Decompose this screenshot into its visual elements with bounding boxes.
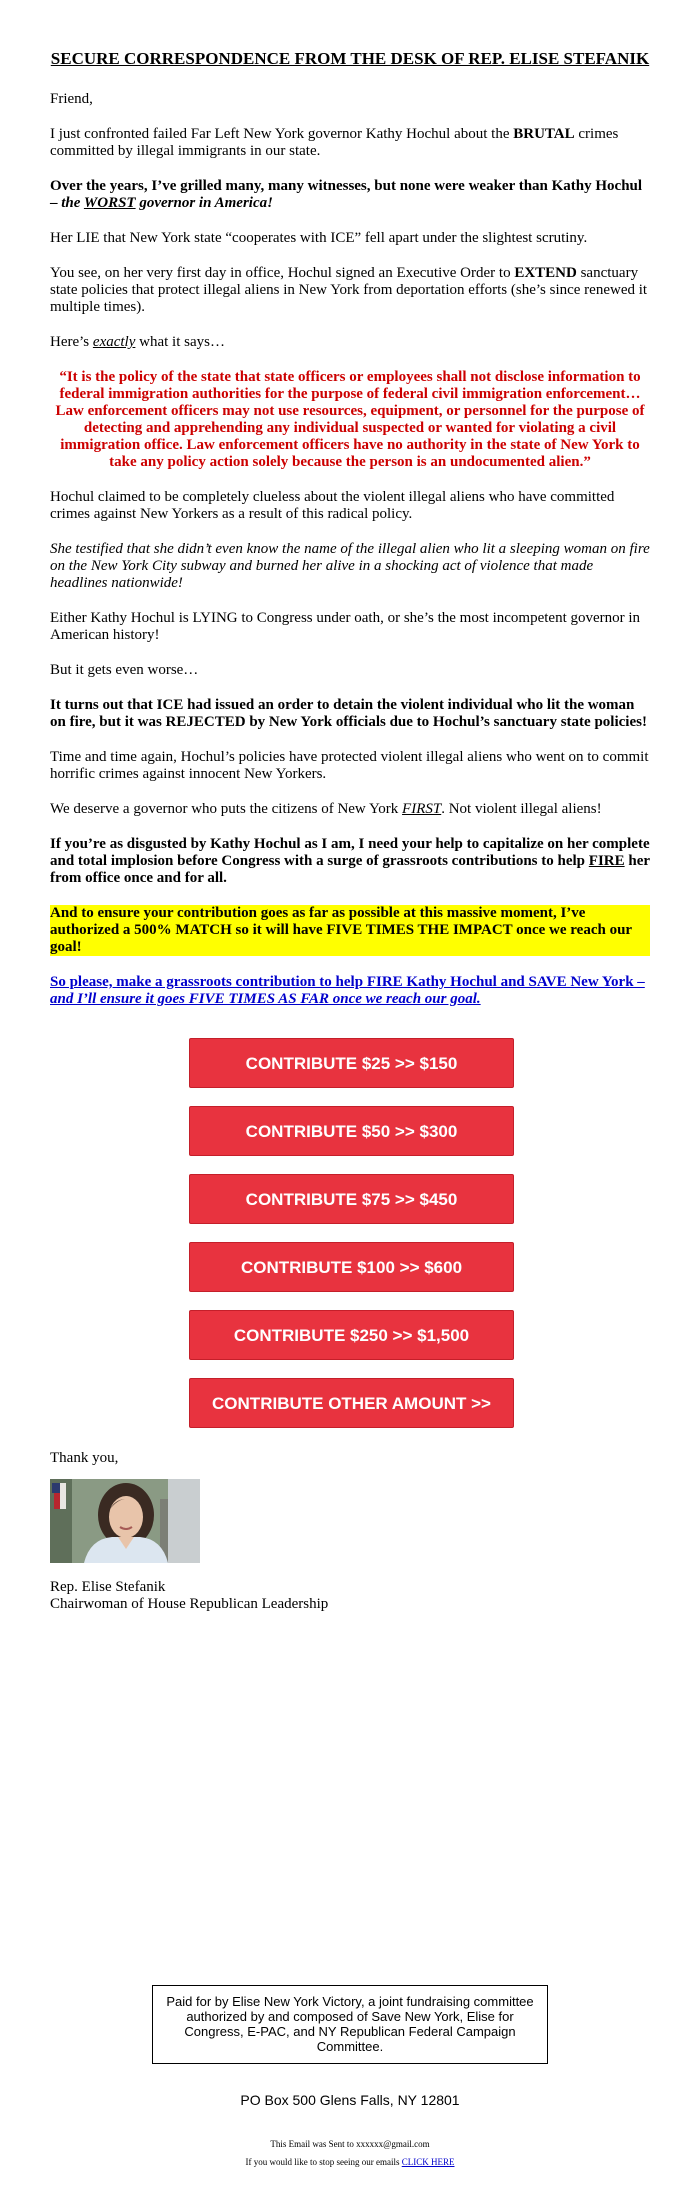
paragraph-4-text-a: You see, on her very first day in office, Hochul signed an Executive Order to xyxy=(50,265,515,281)
unsubscribe-line xyxy=(0,2157,700,2168)
paragraph-11: Time and time again, Hochul’s policies have protected violent illegal aliens who went on to commit horrific crimes against innocent New Yorkers. xyxy=(50,749,649,782)
paragraph-13-fire: FIRE xyxy=(588,853,625,869)
contribute-100-button[interactable]: CONTRIBUTE $100 >> $600 xyxy=(189,1242,514,1292)
paragraph-7: She testified that she didn’t even know the name of the illegal alien who lit a sleeping woman on fire on the New York City subway and burned her alive in a shocking act of violence that made headlines nationwide! xyxy=(50,541,650,591)
signer-name: Rep. Elise Stefanik xyxy=(50,1579,166,1595)
paragraph-2-text-d: governor in America! xyxy=(135,195,273,211)
paragraph-3: Her LIE that New York state “cooperates with ICE” fell apart under the slightest scrutiny. xyxy=(50,230,588,246)
page-title: SECURE CORRESPONDENCE FROM THE DESK OF REP. ELISE STEFANIK xyxy=(50,49,650,68)
paragraph-13-text-a: If you’re as disgusted by Kathy Hochul as I am, I need your help to capitalize on her complete and total implosion before Congress with a surge of grassroots contributions to help xyxy=(50,836,650,869)
paragraph-9: But it gets even worse… xyxy=(50,662,199,678)
contribution-buttons xyxy=(50,1038,650,1428)
paragraph-10: It turns out that ICE had issued an order to detain the violent individual who lit the woman on fire, but it was REJECTED by New York officials due to Hochul’s sanctuary state policies! xyxy=(50,697,647,730)
email-body xyxy=(50,0,650,1613)
executive-order-quote: “It is the policy of the state that state officers or employees shall not disclose information to federal immigration authorities for the purpose of federal civil immigration enforcement… Law enforcement officers may not use resources, equipment, or personnel for the purpose of detecting and apprehending any individual suspected or wanted for violating a civil immigration office. Law enforcement officers have no authority in the state of New York to take any policy action solely because the person is an undocumented alien.” xyxy=(55,369,645,470)
unsubscribe-text: If you would like to stop seeing our emails xyxy=(245,2157,402,2167)
paragraph-13 xyxy=(50,836,650,887)
contribute-link[interactable] xyxy=(50,974,645,1007)
contribute-link-text-b: and I’ll ensure it goes FIVE TIMES AS FAR once we reach our goal. xyxy=(50,991,481,1007)
paragraph-4-text-c: sanctuary state policies that protect illegal aliens in New York from deportation efforts (she’s since renewed it multiple times). xyxy=(50,265,648,315)
paragraph-1-text-a: I just confronted failed Far Left New York governor Kathy Hochul about the xyxy=(50,126,514,142)
paragraph-8: Either Kathy Hochul is LYING to Congress under oath, or she’s the most incompetent governor in American history! xyxy=(50,610,641,643)
cta-paragraph xyxy=(50,974,650,1008)
paragraph-6: Hochul claimed to be completely clueless about the violent illegal aliens who have committed crimes against New Yorkers as a result of this radical policy. xyxy=(50,489,615,522)
paragraph-2-worst: WORST xyxy=(83,195,136,211)
paragraph-4 xyxy=(50,265,650,316)
paragraph-2-text-b: the xyxy=(61,195,84,211)
greeting: Friend, xyxy=(50,91,93,107)
contribute-50-button[interactable]: CONTRIBUTE $50 >> $300 xyxy=(189,1106,514,1156)
paragraph-12-text-c: . Not violent illegal aliens! xyxy=(441,801,602,817)
paragraph-2 xyxy=(50,178,650,212)
paragraph-5-text-c: what it says… xyxy=(135,334,225,350)
paragraph-12 xyxy=(50,801,650,818)
sent-to-notice: This Email was Sent to xxxxxx@gmail.com xyxy=(270,2139,430,2149)
contribute-link-text-a: So please, make a grassroots contribution to help FIRE Kathy Hochul and SAVE New York – xyxy=(50,974,645,990)
paragraph-1 xyxy=(50,126,650,160)
mailing-address: PO Box 500 Glens Falls, NY 12801 xyxy=(240,2092,460,2108)
paragraph-1-text-c: crimes committed by illegal immigrants in our state. xyxy=(50,126,619,159)
paragraph-2-text-a: Over the years, I’ve grilled many, many witnesses, but none were weaker than Kathy Hochul – xyxy=(50,178,643,211)
signer-title: Chairwoman of House Republican Leadership xyxy=(50,1596,329,1612)
paragraph-12-text-a: We deserve a governor who puts the citizens of New York xyxy=(50,801,403,817)
signature-block xyxy=(50,1579,650,1613)
contribute-75-button[interactable]: CONTRIBUTE $75 >> $450 xyxy=(189,1174,514,1224)
paragraph-12-first: FIRST xyxy=(402,801,442,817)
paragraph-13-text-c: her from office once and for all. xyxy=(50,853,650,886)
paragraph-5-text-a: Here’s xyxy=(50,334,93,350)
contribute-250-button[interactable]: CONTRIBUTE $250 >> $1,500 xyxy=(189,1310,514,1360)
paid-for-disclaimer: Paid for by Elise New York Victory, a joint fundraising committee authorized by and composed of Save New York, Elise for Congress, E-PAC, and NY Republican Federal Campaign Committee. xyxy=(152,1985,548,2064)
paragraph-5-exactly: exactly xyxy=(92,334,136,350)
unsubscribe-link[interactable]: CLICK HERE xyxy=(401,2157,455,2167)
thank-you: Thank you, xyxy=(50,1450,119,1466)
signer-photo xyxy=(50,1479,200,1563)
paragraph-4-extend: EXTEND xyxy=(514,265,577,281)
contribute-other-amount-button[interactable]: CONTRIBUTE OTHER AMOUNT >> xyxy=(189,1378,514,1428)
paragraph-5 xyxy=(50,334,650,351)
match-highlight: And to ensure your contribution goes as far as possible at this massive moment, I’ve authorized a 500% MATCH so it will have FIVE TIMES THE IMPACT once we reach our goal! xyxy=(50,905,650,956)
paragraph-1-emphasis: BRUTAL xyxy=(513,126,575,142)
contribute-25-button[interactable]: CONTRIBUTE $25 >> $150 xyxy=(189,1038,514,1088)
